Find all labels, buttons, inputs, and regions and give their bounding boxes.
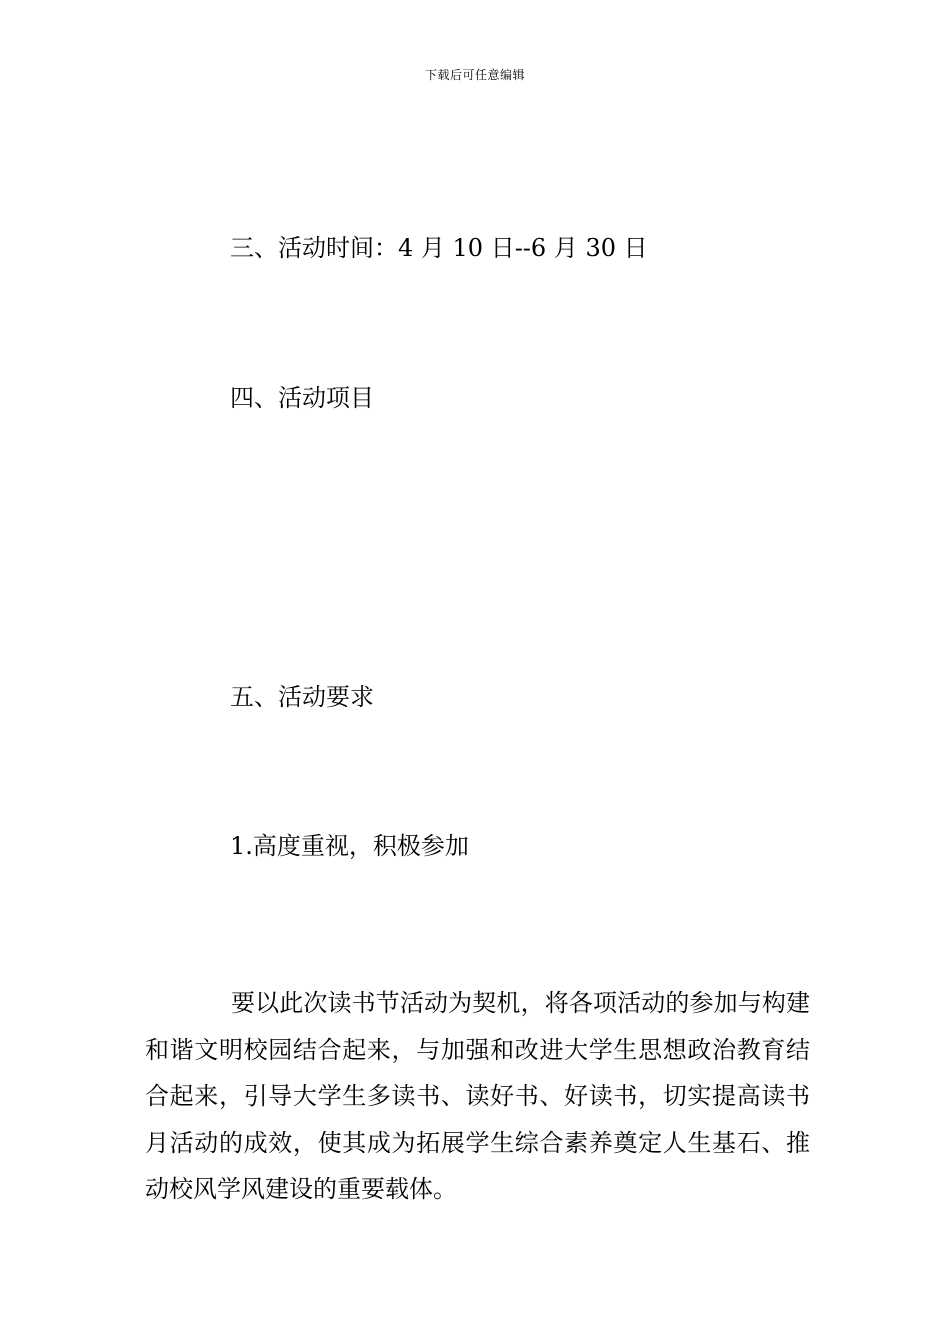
section-heading-activity-requirements: 五、活动要求 (230, 683, 374, 711)
body-paragraph: 要以此次读书节活动为契机，将各项活动的参加与构建和谐文明校园结合起来，与加强和改进大学生思想政治教育结合起来，引导大学生多读书、读好书、好读书，切实提高读书月活动的成效，使其成为拓展学生综合素养奠定人生基石、推动校风学风建设的重要载体。 (145, 989, 810, 1203)
section-heading-activity-time: 三、活动时间：4 月 10 日--6 月 30 日 (230, 234, 648, 262)
header-note: 下载后可任意编辑 (424, 68, 525, 82)
subsection-heading-attention: 1.高度重视，积极参加 (230, 832, 469, 860)
section-heading-activity-items: 四、活动项目 (230, 384, 374, 412)
